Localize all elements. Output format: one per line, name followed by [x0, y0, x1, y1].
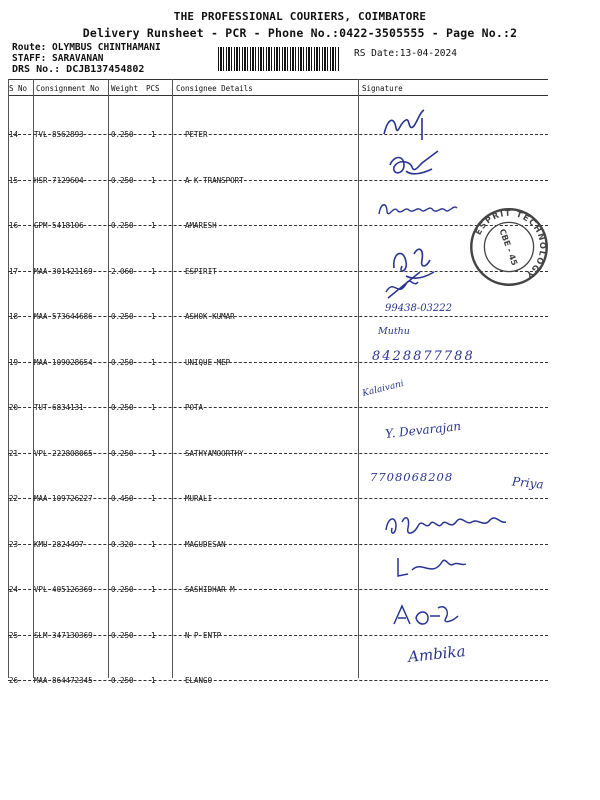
staff-label: STAFF: SARAVANAN — [12, 53, 104, 64]
row-consignment: TVL 8562893 — [34, 130, 84, 139]
row-weight: 0.250 — [111, 630, 134, 640]
row-divider — [8, 134, 548, 135]
row-pcs: 1 — [151, 448, 156, 458]
row-sno: 20 — [9, 403, 19, 412]
row-divider — [8, 180, 548, 181]
row-pcs: 1 — [151, 676, 156, 685]
handwritten-name: Y. Devarajan — [384, 419, 462, 441]
row-weight: 0.250 — [111, 130, 134, 139]
drs-number: DRS No.: DCJB137454802 — [12, 64, 145, 75]
row-consignment: GPM 5418106 — [34, 221, 84, 230]
row-divider — [8, 225, 548, 226]
col-header-consignee: Consignee Details — [176, 84, 253, 93]
signature-15 — [386, 145, 448, 181]
row-sno: 24 — [9, 585, 19, 594]
row-consignment: KMU 2824497 — [34, 539, 84, 549]
col-header-sno: S No — [9, 84, 28, 93]
row-consignee: PETER — [185, 130, 208, 139]
row-pcs: 1 — [151, 221, 156, 230]
row-weight: 0.250 — [111, 175, 134, 185]
row-consignment: HSR 7129604 — [34, 175, 84, 185]
row-pcs: 1 — [151, 630, 156, 640]
row-sno: 15 — [9, 175, 19, 185]
row-consignee: SASHIDHAR M — [185, 585, 235, 594]
row-pcs: 1 — [151, 130, 156, 139]
handwritten-name: Kalaivani — [361, 379, 405, 399]
row-divider — [8, 498, 548, 499]
col-header-signature: Signature — [362, 84, 403, 93]
runsheet-subtitle: Delivery Runsheet - PCR - Phone No.:0422-3505555 - Page No.:2 — [82, 26, 518, 40]
route-label: Route: OLYMBUS CHINTHAMANI — [12, 42, 161, 53]
row-sno: 26 — [9, 676, 19, 685]
row-sno: 25 — [9, 630, 19, 640]
row-weight: 0.250 — [111, 221, 134, 230]
row-weight: 2.060 — [111, 266, 134, 276]
row-weight: 0.250 — [111, 676, 134, 685]
row-divider — [8, 271, 548, 272]
row-consignment: MAA 864472345 — [34, 676, 93, 685]
handwritten-phone: 99438-03222 — [385, 303, 453, 314]
signature-14 — [378, 108, 438, 144]
row-divider — [8, 407, 548, 408]
row-sno: 17 — [9, 266, 19, 276]
stamp-ring-text: ESPRIT TECHNOLOGY — [472, 207, 549, 281]
col-header-consignment: Consignment No — [36, 84, 100, 93]
signature-16 — [375, 196, 465, 222]
row-weight: 0.450 — [111, 494, 134, 503]
row-consignment: MAA 109028654 — [34, 357, 93, 367]
table-top-rule — [8, 79, 548, 80]
handwritten-name: Priya — [511, 474, 545, 492]
col-header-pcs: PCS — [146, 84, 160, 93]
table-header-rule — [8, 95, 548, 96]
row-sno: 16 — [9, 221, 19, 230]
row-pcs: 1 — [151, 357, 156, 367]
row-consignment: MAA 301421169 — [34, 266, 93, 276]
row-weight: 0.250 — [111, 312, 134, 321]
row-pcs: 1 — [151, 539, 156, 549]
signature-23 — [380, 508, 520, 540]
row-consignee: MURALI — [185, 494, 213, 503]
row-sno: 19 — [9, 357, 19, 367]
row-consignee: AMARESH — [185, 221, 217, 230]
row-consignee: POTA — [185, 403, 204, 412]
row-weight: 0.320 — [111, 539, 134, 549]
row-consignment: VPL 405126369 — [34, 585, 93, 594]
handwritten-phone: 7708068208 — [370, 470, 454, 484]
row-consignment: SLM 347130369 — [34, 630, 93, 640]
row-consignee: N P ENTP — [185, 630, 222, 640]
row-weight: 0.250 — [111, 403, 134, 412]
handwritten-name: Ambika — [407, 642, 467, 666]
row-divider — [8, 316, 548, 317]
row-pcs: 1 — [151, 175, 156, 185]
row-consignment: TUT 6834131 — [34, 403, 84, 412]
row-divider — [8, 680, 548, 681]
row-consignee: UNIQUE MEP — [185, 357, 231, 367]
col-header-weight: Weight — [111, 84, 139, 93]
signature-25 — [388, 600, 468, 630]
row-consignee: ESPIRIT — [185, 266, 217, 276]
row-divider — [8, 453, 548, 454]
handwritten-phone: 8428877788 — [372, 349, 475, 364]
row-divider — [8, 544, 548, 545]
row-consignee: MAGUDESAN — [185, 539, 226, 549]
row-sno: 23 — [9, 539, 19, 549]
row-weight: 0.250 — [111, 448, 134, 458]
row-divider — [8, 589, 548, 590]
row-sno: 14 — [9, 130, 19, 139]
row-pcs: 1 — [151, 585, 156, 594]
row-pcs: 1 — [151, 494, 156, 503]
signature-18 — [380, 268, 440, 302]
row-consignee: A K TRANSPORT — [185, 175, 244, 185]
row-consignment: MAA 573644686 — [34, 312, 93, 321]
row-consignment: MAA 109726227 — [34, 494, 93, 503]
row-weight: 0.250 — [111, 357, 134, 367]
row-pcs: 1 — [151, 312, 156, 321]
signature-24 — [392, 552, 472, 580]
row-pcs: 1 — [151, 266, 156, 276]
handwritten-name: Muthu — [378, 326, 410, 337]
stamp-code: CBE - 45 — [497, 227, 520, 267]
company-stamp — [468, 206, 550, 288]
rs-date: RS Date:13-04-2024 — [354, 48, 457, 59]
barcode — [218, 47, 340, 71]
row-consignee: SATHYAMOORTHY — [185, 448, 244, 458]
row-sno: 18 — [9, 312, 19, 321]
row-sno: 21 — [9, 448, 19, 458]
row-consignee: ASHOK KUMAR — [185, 312, 235, 321]
row-consignment: VPL 222808065 — [34, 448, 93, 458]
row-consignee: ELANGO — [185, 676, 213, 685]
company-title: THE PROFESSIONAL COURIERS, COIMBATORE — [173, 10, 427, 23]
row-weight: 0.250 — [111, 585, 134, 594]
row-sno: 22 — [9, 494, 19, 503]
row-pcs: 1 — [151, 403, 156, 412]
row-divider — [8, 635, 548, 636]
